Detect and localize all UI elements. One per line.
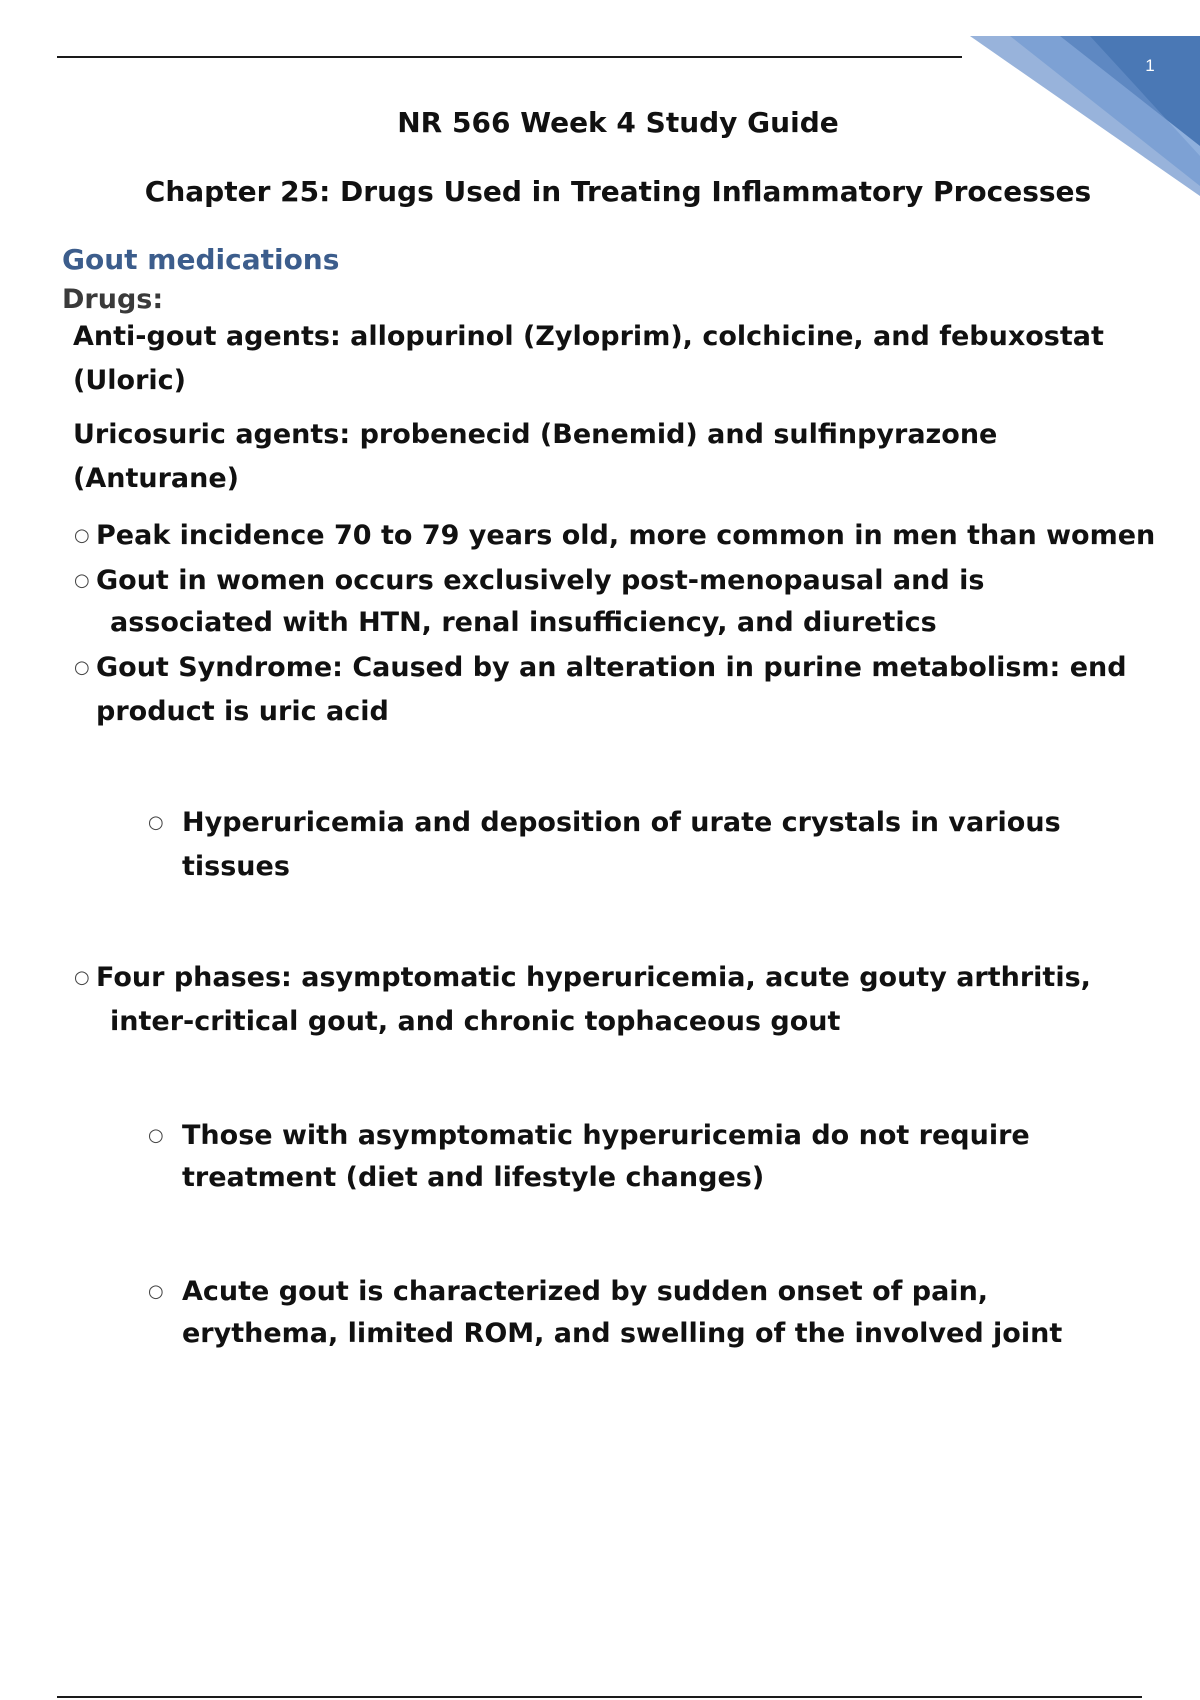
uricosuric-agents [73,413,997,501]
list-item [74,559,985,643]
bullet-text: Acute gout is characterized by sudden onset of pain, [182,1276,989,1307]
bullet-icon: ○ [148,812,164,833]
header-rule [57,56,962,58]
bullet-text: Peak incidence 70 to 79 years old, more common in men than women [96,520,1156,551]
bullet-text-cont: erythema, limited ROM, and swelling of the involved joint [182,1318,1063,1349]
bullet-text: Hyperuricemia and deposition of urate crystals in various [182,807,1061,838]
anti-gout-agents [73,315,1104,403]
bullet-text: Gout in women occurs exclusively post-menopausal and is [96,565,985,596]
uricosuric-line-1: Uricosuric agents: probenecid (Benemid) and sulfinpyrazone [73,419,998,450]
bullet-text-cont: treatment (diet and lifestyle changes) [182,1162,765,1193]
section-heading: Gout medications [62,243,340,276]
bullet-text: Those with asymptomatic hyperuricemia do not require [182,1120,1030,1151]
bullet-text: Gout Syndrome: Caused by an alteration in purine metabolism: end [96,652,1127,683]
anti-gout-line-2: (Uloric) [73,365,186,396]
drugs-label: Drugs: [62,284,164,315]
bullet-text-cont: inter-critical gout, and chronic tophaceous gout [110,1006,841,1037]
list-item [148,1270,1063,1354]
bullet-text-cont: tissues [182,851,290,882]
list-item [74,646,1127,734]
bullet-icon: ○ [148,1125,164,1146]
document-title: NR 566 Week 4 Study Guide [397,106,839,139]
bullet-icon: ○ [74,525,90,546]
page-number: 1 [1145,56,1155,75]
bullet-text: Four phases: asymptomatic hyperuricemia, acute gouty arthritis, [96,962,1091,993]
list-item [74,956,1091,1044]
bullet-text-cont: product is uric acid [96,696,389,727]
bullet-text-cont: associated with HTN, renal insufficiency, and diuretics [110,607,937,638]
uricosuric-line-2: (Anturane) [73,463,239,494]
list-item [148,801,1061,889]
list-item [74,514,1156,558]
list-item [148,1114,1030,1198]
bullet-icon: ○ [74,570,90,591]
anti-gout-line-1: Anti-gout agents: allopurinol (Zyloprim), colchicine, and febuxostat [73,321,1104,352]
bullet-icon: ○ [74,967,90,988]
bullet-icon: ○ [148,1281,164,1302]
chapter-title: Chapter 25: Drugs Used in Treating Inflammatory Processes [144,175,1092,208]
bullet-icon: ○ [74,657,90,678]
footer-rule [57,1696,1142,1698]
